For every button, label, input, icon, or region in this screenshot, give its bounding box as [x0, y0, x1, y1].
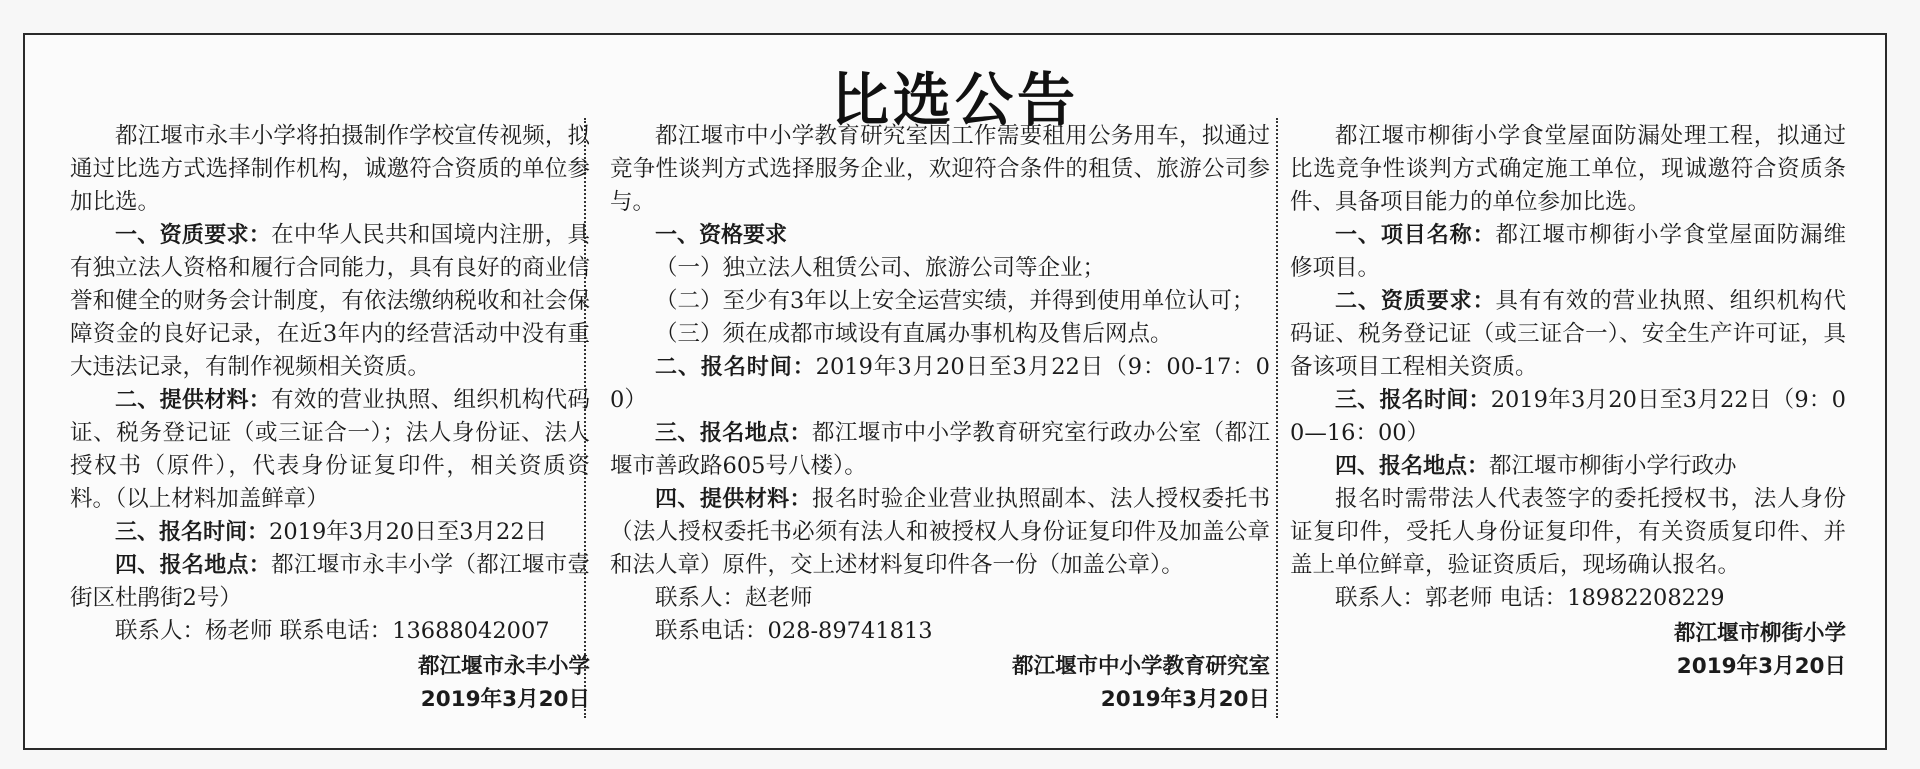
issue-date: 2019年3月20日 — [1100, 687, 1270, 712]
section-heading: 四、提供材料： — [655, 487, 812, 512]
section-heading: 二、资质要求： — [1335, 289, 1496, 314]
section-heading: 一、项目名称： — [1335, 223, 1496, 248]
notice-liujie-school — [1290, 120, 1846, 679]
contact-info: 联系人：郭老师 电话：18982208229 — [1335, 585, 1725, 611]
notice-section — [1290, 450, 1846, 483]
qualification-item: （一）独立法人租赁公司、旅游公司等企业； — [655, 255, 1106, 281]
notice-section — [70, 384, 590, 516]
page-title: 比选公告 — [830, 66, 1079, 134]
contact-info: 联系人：杨老师 联系电话：13688042007 — [115, 618, 550, 644]
section-text: 具有有效的营业执照、组织机构代码证、税务登记证（或三证合一）、安全生产许可证，具备该项目工程相关资质。 — [1290, 288, 1846, 380]
section-text: 都江堰市柳街小学行政办 — [1489, 453, 1737, 479]
section-heading: 四、报名地点： — [1335, 454, 1490, 479]
qualification-item: （二）至少有3年以上安全运营实绩，并得到使用单位认可； — [655, 288, 1255, 314]
issuing-org: 都江堰市永丰小学 — [417, 654, 590, 679]
qualification-item: （三）须在成都市域设有直属办事机构及售后网点。 — [655, 321, 1173, 347]
notice-yongfeng-school — [70, 120, 590, 712]
signature-block — [1290, 617, 1846, 683]
signature-block — [70, 650, 590, 716]
notice-section — [1290, 384, 1846, 450]
section-heading: 一、资质要求： — [115, 223, 272, 248]
section-text: 2019年3月20日至3月22日（9：00-17：00） — [610, 354, 1270, 413]
notice-section — [610, 417, 1270, 483]
section-heading: 三、报名地点： — [655, 421, 812, 446]
section-text: 有效的营业执照、组织机构代码证、税务登记证（或三证合一）；法人身份证、法人授权书（原件），代表身份证复印件，相关资质资料。（以上材料加盖鲜章） — [70, 387, 590, 512]
notice-intro: 都江堰市柳街小学食堂屋面防漏处理工程，拟通过比选竞争性谈判方式确定施工单位，现诚邀符合资质条件、具备项目能力的单位参加比选。 — [1290, 123, 1846, 215]
column-divider — [1276, 118, 1278, 718]
issuing-org: 都江堰市柳街小学 — [1673, 621, 1846, 646]
contact-phone: 联系电话：028-89741813 — [655, 618, 933, 644]
notice-intro: 都江堰市永丰小学将拍摄制作学校宣传视频，拟通过比选方式选择制作机构，诚邀符合资质的单位参加比选。 — [70, 123, 590, 215]
notice-education-research-office — [610, 120, 1270, 712]
section-text: 报名时验企业营业执照副本、法人授权委托书（法人授权委托书必须有法人和被授权人身份证复印件及加盖公章和法人章）原件，交上述材料复印件各一份（加盖公章）。 — [610, 486, 1270, 578]
notice-section — [70, 549, 590, 615]
section-text: 在中华人民共和国境内注册，具有独立法人资格和履行合同能力，具有良好的商业信誉和健全的财务会计制度，有依法缴纳税收和社会保障资金的良好记录，在近3年内的经营活动中没有重大违法记录，有制作视频相关资质。 — [70, 222, 590, 380]
issuing-org: 都江堰市中小学教育研究室 — [1011, 654, 1270, 679]
notice-section — [1290, 219, 1846, 285]
section-heading: 三、报名时间： — [115, 520, 270, 545]
contact-person: 联系人：赵老师 — [655, 585, 813, 611]
section-heading: 二、报名时间： — [655, 355, 816, 380]
section-text: 2019年3月20日至3月22日（9：00—16：00） — [1290, 387, 1846, 446]
qualification-heading: 一、资格要求 — [655, 223, 788, 248]
section-text: 都江堰市柳街小学食堂屋面防漏维修项目。 — [1290, 222, 1846, 281]
section-heading: 三、报名时间： — [1335, 388, 1491, 413]
notice-section — [610, 351, 1270, 417]
notice-section — [70, 516, 590, 549]
notice-section — [610, 483, 1270, 582]
section-text: 都江堰市中小学教育研究室行政办公室（都江堰市善政路605号八楼）。 — [610, 420, 1270, 479]
section-heading: 四、报名地点： — [115, 553, 272, 578]
registration-requirements: 报名时需带法人代表签字的委托授权书，法人身份证复印件，受托人身份证复印件，有关资质复印件、并盖上单位鲜章，验证资质后，现场确认报名。 — [1290, 486, 1846, 578]
section-text: 都江堰市永丰小学（都江堰市壹街区杜鹃街2号） — [70, 552, 590, 611]
issue-date: 2019年3月20日 — [420, 687, 590, 712]
notice-section — [70, 219, 590, 384]
signature-block — [610, 650, 1270, 716]
section-text: 2019年3月20日至3月22日 — [269, 519, 548, 545]
issue-date: 2019年3月20日 — [1676, 654, 1846, 679]
section-heading: 二、提供材料： — [115, 388, 272, 413]
notice-intro: 都江堰市中小学教育研究室因工作需要租用公务用车，拟通过竞争性谈判方式选择服务企业，欢迎符合条件的租赁、旅游公司参与。 — [610, 123, 1270, 215]
notice-section — [1290, 285, 1846, 384]
